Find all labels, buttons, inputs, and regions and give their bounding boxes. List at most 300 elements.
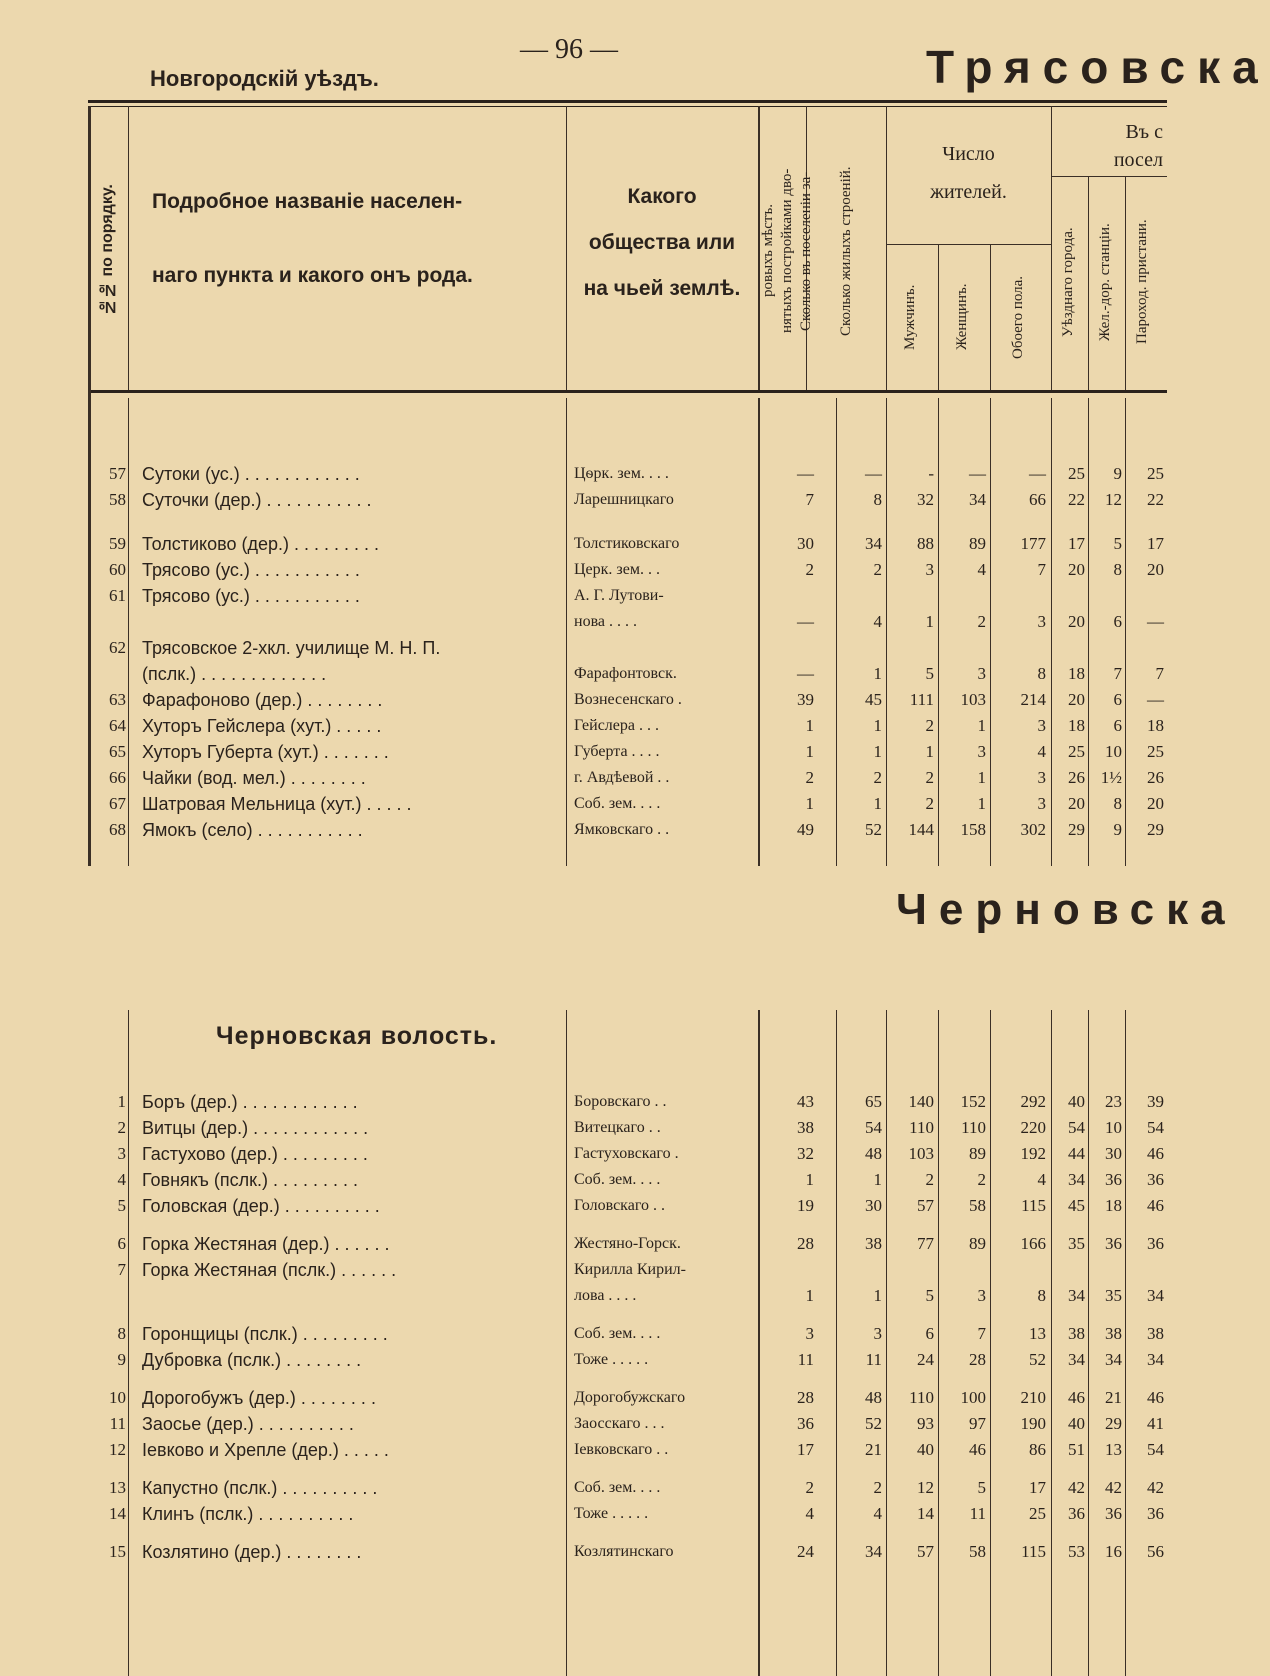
cell-d3: 56 [1147,1542,1164,1561]
table-row [0,1284,1167,1308]
table-row [0,532,1167,556]
settlement-name: Капустно (пслк.) . . . . . . . . . . [142,1478,378,1498]
row-number: 62 [109,638,126,657]
table-row [0,818,1167,842]
cell-both: 17 [1029,1478,1046,1497]
cell-men: 24 [917,1350,934,1369]
cell-build: 11 [865,1350,882,1369]
society-name: Ларешницкаго [574,491,674,508]
cell-d1: 20 [1068,690,1085,709]
settlement-name: Хуторъ Гейслера (хут.) . . . . . [142,716,382,736]
cell-d3: 42 [1147,1478,1164,1497]
cell-d3: 46 [1147,1144,1164,1163]
cell-d2: 7 [1113,664,1122,683]
cell-build: 34 [865,1542,882,1561]
cell-men: 40 [917,1440,934,1459]
society-name: А. Г. Лутови- [574,587,664,604]
cell-d2: 35 [1105,1286,1122,1305]
row-number: 12 [109,1440,126,1459]
society-name: Вознесенскаго . [574,691,682,708]
cell-d1: 29 [1068,820,1085,839]
cell-both: 13 [1029,1324,1046,1343]
row-number: 66 [109,768,126,787]
header-town: Уѣзднаго города. [1060,227,1076,337]
cell-d1: 40 [1068,1092,1085,1111]
cell-d3: — [1147,690,1164,709]
cell-yards: 2 [805,560,814,579]
cell-d2: 21 [1105,1388,1122,1407]
society-name: Цѳрк. зем. . . . [574,465,669,482]
cell-yards: 3 [805,1324,814,1343]
row-number: 60 [109,560,126,579]
cell-yards: 28 [797,1388,814,1407]
cell-men: 6 [925,1324,934,1343]
cell-build: 30 [865,1196,882,1215]
cell-yards: 28 [797,1234,814,1253]
cell-d1: 25 [1068,742,1085,761]
settlement-name: Козлятино (дер.) . . . . . . . . [142,1542,362,1562]
cell-yards: 38 [797,1118,814,1137]
table-row [0,1168,1167,1192]
society-name: Дорогобужскаго [574,1389,686,1406]
cell-d2: 6 [1113,612,1122,631]
table-row [0,1194,1167,1218]
cell-both: 25 [1029,1504,1046,1523]
cell-build: 52 [865,1414,882,1433]
cell-women: 58 [969,1542,986,1561]
cell-d1: 53 [1068,1542,1085,1561]
header-no: №№ по порядку. [99,184,116,316]
settlement-name: Ямокъ (село) . . . . . . . . . . . [142,820,363,840]
cell-men: 2 [925,768,934,787]
cell-d1: 54 [1068,1118,1085,1137]
cell-d2: 16 [1105,1542,1122,1561]
cell-women: 89 [969,534,986,553]
header-men: Мужчинъ. [902,284,918,350]
cell-yards: 30 [797,534,814,553]
cell-both: 3 [1037,716,1046,735]
cell-women: 152 [960,1092,986,1111]
table-row [0,584,1167,608]
table-row [0,792,1167,816]
header-both: Обоего пола. [1010,275,1026,359]
cell-d2: 36 [1105,1170,1122,1189]
row-number: 58 [109,490,126,509]
settlement-name: Суточки (дер.) . . . . . . . . . . . [142,490,372,510]
table-row [0,558,1167,582]
cell-men: 5 [925,1286,934,1305]
header-name-line2: наго пункта и какого онъ рода. [152,264,473,287]
cell-men: 2 [925,716,934,735]
table-row [0,1386,1167,1410]
cell-both: 4 [1037,742,1046,761]
cell-d2: 8 [1113,560,1122,579]
cell-women: 110 [961,1118,986,1137]
header-society-line2: общества или [588,231,736,254]
row-number: 9 [117,1350,126,1369]
cell-men: 14 [917,1504,934,1523]
row-number: 59 [109,534,126,553]
cell-build: 48 [865,1144,882,1163]
cell-women: 2 [977,612,986,631]
table-row [0,766,1167,790]
row-number: 3 [117,1144,126,1163]
table-row [0,662,1167,686]
cell-build: 1 [873,1286,882,1305]
volost-heading-top: Трясовска [926,41,1270,93]
row-number: 4 [117,1170,126,1189]
cell-women: 2 [977,1170,986,1189]
society-name: Гастуховскаго . [574,1145,679,1162]
cell-d1: 18 [1068,664,1085,683]
cell-men: 57 [917,1542,934,1561]
table-row [0,1090,1167,1114]
cell-yards: 39 [797,690,814,709]
cell-yards: — [797,612,814,631]
cell-men: 12 [917,1478,934,1497]
settlement-name: Шатровая Мельница (хут.) . . . . . [142,794,412,814]
cell-yards: 7 [805,490,814,509]
cell-build: 2 [873,560,882,579]
cell-d1: 44 [1068,1144,1085,1163]
cell-d3: 41 [1147,1414,1164,1433]
settlement-name: Боръ (дер.) . . . . . . . . . . . . [142,1092,358,1112]
society-name: Іевковскаго . . [574,1441,669,1458]
cell-women: 3 [977,742,986,761]
cell-d2: 12 [1105,490,1122,509]
cell-build: 54 [865,1118,882,1137]
settlement-name: Сутоки (ус.) . . . . . . . . . . . . [142,464,360,484]
cell-d2: 8 [1113,794,1122,813]
society-name: нова . . . . [574,613,638,630]
cell-women: 3 [977,664,986,683]
society-name: Соб. зем. . . . [574,1325,661,1342]
column-divider [990,244,991,390]
society-name: лова . . . . [574,1287,637,1304]
cell-men: 140 [908,1092,934,1111]
cell-d3: 22 [1147,490,1164,509]
settlement-name: Толстиково (дер.) . . . . . . . . . [142,534,379,554]
cell-d1: 35 [1068,1234,1085,1253]
society-name: Фарафонтовск. [574,665,677,682]
cell-d3: 25 [1147,742,1164,761]
row-number: 8 [117,1324,126,1343]
cell-men: 111 [909,690,934,709]
header-yards-line1: Сколько въ поселеніи за- [798,171,814,331]
cell-d2: 42 [1105,1478,1122,1497]
row-number: 6 [117,1234,126,1253]
cell-women: 1 [977,794,986,813]
cell-build: 21 [865,1440,882,1459]
row-number: 65 [109,742,126,761]
cell-both: 3 [1037,768,1046,787]
cell-both: 86 [1029,1440,1046,1459]
cell-women: 89 [969,1234,986,1253]
cell-d1: 46 [1068,1388,1085,1407]
cell-both: 115 [1021,1196,1046,1215]
cell-both: 8 [1037,664,1046,683]
cell-both: 214 [1020,690,1046,709]
cell-d1: 22 [1068,490,1085,509]
cell-build: 4 [873,612,882,631]
cell-women: 97 [969,1414,986,1433]
cell-d1: 20 [1068,612,1085,631]
cell-yards: 2 [805,768,814,787]
column-divider [1125,176,1126,390]
cell-d3: 36 [1147,1234,1164,1253]
cell-build: 52 [865,820,882,839]
cell-d3: 18 [1147,716,1164,735]
header-distance-line2: посел [1113,149,1163,171]
cell-both: 177 [1020,534,1046,553]
cell-men: 3 [925,560,934,579]
cell-d1: 34 [1068,1350,1085,1369]
row-number: 10 [109,1388,126,1407]
cell-yards: 11 [797,1350,814,1369]
cell-d1: 34 [1068,1286,1085,1305]
table-row [0,1540,1167,1564]
cell-women: 11 [969,1504,986,1523]
society-name: Витецкаго . . [574,1119,661,1136]
cell-both: 192 [1020,1144,1046,1163]
cell-d3: 34 [1147,1286,1164,1305]
cell-both: 3 [1037,794,1046,813]
cell-women: 7 [977,1324,986,1343]
cell-d2: 34 [1105,1350,1122,1369]
society-name: Толстиковскаго [574,535,680,552]
top-rule [88,100,1167,103]
cell-both: 210 [1020,1388,1046,1407]
cell-build: 1 [873,1170,882,1189]
cell-women: 5 [977,1478,986,1497]
cell-women: 28 [969,1350,986,1369]
cell-build: 34 [865,534,882,553]
cell-d1: 38 [1068,1324,1085,1343]
cell-d3: 20 [1147,794,1164,813]
cell-build: 1 [873,742,882,761]
header-buildings: Сколько жилыхъ строеній. [838,166,854,336]
cell-yards: 2 [805,1478,814,1497]
settlement-name: Дубровка (пслк.) . . . . . . . . [142,1350,362,1370]
header-inhabitants-line1: Число [942,143,995,165]
society-name: Тоже . . . . . [574,1351,649,1368]
cell-d2: 10 [1105,1118,1122,1137]
cell-yards: 17 [797,1440,814,1459]
cell-build: 45 [865,690,882,709]
section-title: Черновская волость. [216,1022,498,1050]
cell-build: 38 [865,1234,882,1253]
row-number: 61 [109,586,126,605]
header-women: Женщинъ. [954,283,970,351]
cell-men: 2 [925,1170,934,1189]
cell-d3: 7 [1155,664,1164,683]
header-inhabitants-line2: жителей. [930,181,1007,203]
table-row [0,714,1167,738]
table-row [0,1348,1167,1372]
settlement-name: Горка Жестяная (дер.) . . . . . . [142,1234,390,1254]
cell-d2: 9 [1113,464,1122,483]
cell-men: 88 [917,534,934,553]
cell-men: 1 [925,742,934,761]
cell-women: 4 [977,560,986,579]
cell-men: 57 [917,1196,934,1215]
cell-men: 110 [909,1118,934,1137]
settlement-name: Чайки (вод. мел.) . . . . . . . . [142,768,366,788]
settlement-name: Трясово (ус.) . . . . . . . . . . . [142,586,360,606]
cell-yards: 49 [797,820,814,839]
table-row [0,610,1167,634]
cell-d3: 54 [1147,1118,1164,1137]
cell-d2: 6 [1113,690,1122,709]
cell-both: 4 [1037,1170,1046,1189]
volost-heading-second: Черновска [896,885,1237,934]
settlement-name: (пслк.) . . . . . . . . . . . . . [142,664,327,684]
cell-women: 89 [969,1144,986,1163]
settlement-name: Горонщицы (пслк.) . . . . . . . . . [142,1324,388,1344]
cell-yards: 32 [797,1144,814,1163]
society-name: Боровскаго . . [574,1093,667,1110]
cell-yards: 1 [805,1286,814,1305]
header-rule [88,390,1167,393]
settlement-name: Витцы (дер.) . . . . . . . . . . . . [142,1118,369,1138]
cell-both: 302 [1020,820,1046,839]
society-name: Соб. зем. . . . [574,1171,661,1188]
cell-d2: 29 [1105,1414,1122,1433]
cell-men: 5 [925,664,934,683]
society-name: Козлятинскаго [574,1543,674,1560]
cell-men: 103 [908,1144,934,1163]
society-name: Церк. зем. . . [574,561,660,578]
cell-both: 7 [1037,560,1046,579]
cell-both: 190 [1020,1414,1046,1433]
row-number: 67 [109,794,126,813]
society-name: Губерта . . . . [574,743,660,760]
header-name-line1: Подробное названіе населен- [152,190,463,213]
cell-d2: 36 [1105,1504,1122,1523]
cell-build: 1 [873,794,882,813]
cell-d1: 42 [1068,1478,1085,1497]
cell-d3: 34 [1147,1350,1164,1369]
row-number: 14 [109,1504,126,1523]
cell-d2: 13 [1105,1440,1122,1459]
cell-men: 110 [909,1388,934,1407]
cell-men: 77 [917,1234,934,1253]
cell-d1: 51 [1068,1440,1085,1459]
district-title: Новгородскій уѣздъ. [150,66,379,91]
cell-women: — [969,464,986,483]
column-divider [1088,176,1089,390]
cell-yards: — [797,664,814,683]
table-row [0,1412,1167,1436]
cell-d2: 10 [1105,742,1122,761]
cell-d3: 29 [1147,820,1164,839]
header-subdivider [886,244,1051,245]
header-subdivider [1051,176,1167,177]
cell-build: 1 [873,716,882,735]
table-row [0,1322,1167,1346]
cell-yards: 24 [797,1542,814,1561]
cell-both: 292 [1020,1092,1046,1111]
cell-build: 3 [873,1324,882,1343]
settlement-name: Фарафоново (дер.) . . . . . . . . [142,690,383,710]
settlement-name: Дорогобужъ (дер.) . . . . . . . . [142,1388,376,1408]
cell-d2: 23 [1105,1092,1122,1111]
row-number: 7 [117,1260,126,1279]
cell-both: 220 [1020,1118,1046,1137]
society-name: Соб. зем. . . . [574,1479,661,1496]
cell-d1: 45 [1068,1196,1085,1215]
society-name: Ямковскаго . . [574,821,670,838]
cell-d3: 38 [1147,1324,1164,1343]
society-name: Головскаго . . [574,1197,665,1214]
cell-d3: 26 [1147,768,1164,787]
cell-men: 2 [925,794,934,813]
cell-women: 100 [960,1388,986,1407]
page-number: — 96 — [520,34,618,65]
row-number: 15 [109,1542,126,1561]
cell-women: 103 [960,690,986,709]
table-row [0,488,1167,512]
cell-d1: 40 [1068,1414,1085,1433]
cell-d3: 46 [1147,1196,1164,1215]
cell-d2: 36 [1105,1234,1122,1253]
cell-d1: 26 [1068,768,1085,787]
cell-yards: 19 [797,1196,814,1215]
cell-both: 115 [1021,1542,1046,1561]
table-row [0,1258,1167,1282]
cell-build: 2 [873,768,882,787]
cell-d2: 38 [1105,1324,1122,1343]
society-name: Тоже . . . . . [574,1505,649,1522]
cell-d2: 18 [1105,1196,1122,1215]
table-row [0,1438,1167,1462]
cell-d3: — [1147,612,1164,631]
cell-men: 1 [925,612,934,631]
cell-build: 48 [865,1388,882,1407]
settlement-name: Заосье (дер.) . . . . . . . . . . [142,1414,354,1434]
cell-d3: 54 [1147,1440,1164,1459]
column-divider [938,244,939,390]
society-name: Жестяно-Горск. [574,1235,681,1252]
cell-d2: 9 [1113,820,1122,839]
header-pier: Пароход. пристани. [1134,219,1150,345]
cell-both: 52 [1029,1350,1046,1369]
cell-both: 166 [1020,1234,1046,1253]
header-society-line1: Какого [627,185,697,208]
settlement-name: Трясово (ус.) . . . . . . . . . . . [142,560,360,580]
cell-d1: 34 [1068,1170,1085,1189]
table-row [0,462,1167,486]
cell-d2: 5 [1113,534,1122,553]
row-number: 64 [109,716,126,735]
cell-d1: 25 [1068,464,1085,483]
table-row [0,1116,1167,1140]
table-row [0,1232,1167,1256]
cell-men: 32 [917,490,934,509]
cell-d3: 20 [1147,560,1164,579]
cell-women: 46 [969,1440,986,1459]
cell-d1: 20 [1068,560,1085,579]
table-row [0,1142,1167,1166]
settlement-name: Головская (дер.) . . . . . . . . . . [142,1196,380,1216]
row-number: 11 [109,1414,126,1433]
settlement-name: Іевково и Хрепле (дер.) . . . . . [142,1440,389,1460]
cell-yards: 1 [805,742,814,761]
header-distance-line1: Въ с [1125,121,1163,143]
cell-both: — [1029,464,1046,483]
header-yards-line3: ровыхъ мѣстъ. [760,204,776,298]
cell-women: 3 [977,1286,986,1305]
